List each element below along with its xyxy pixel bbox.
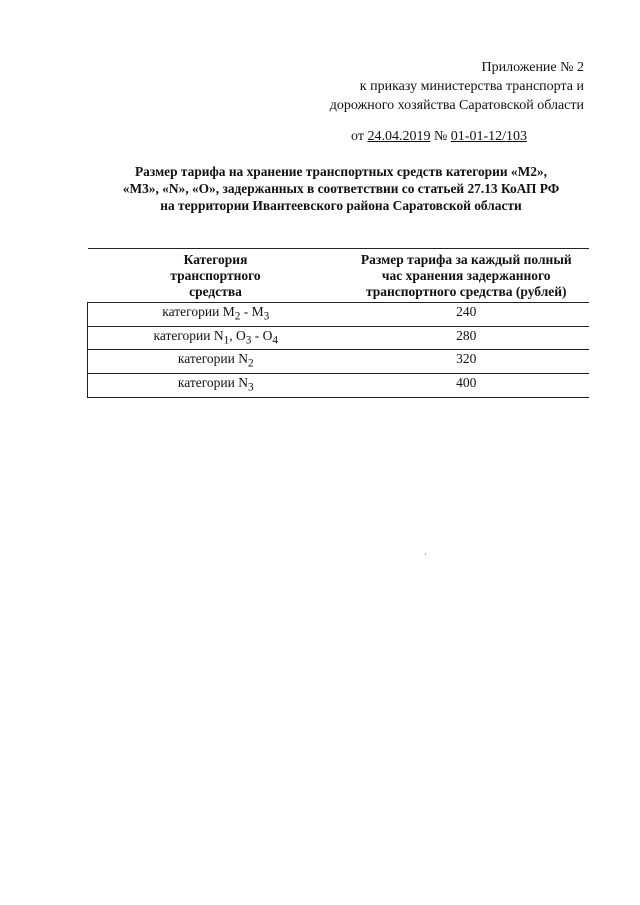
tariff-value-cell: 400: [344, 374, 590, 398]
order-reference: [351, 127, 527, 146]
column-header-tariff: Размер тарифа за каждый полный час хранения задержанного транспортного средства (рублей): [344, 249, 590, 303]
order-date: 24.04.2019: [367, 129, 431, 144]
document-title: [86, 163, 596, 214]
tariff-value-cell: 280: [344, 326, 590, 350]
column-header-category: Категория транспортного средства: [88, 249, 344, 303]
order-number-sign: №: [433, 129, 448, 144]
title-line-1: Размер тарифа на хранение транспортных средств категории «М2»,: [135, 164, 547, 179]
table-row: [88, 374, 590, 398]
title-line-2: «М3», «N», «О», задержанных в соответствии со статьей 27.13 КоАП РФ: [122, 181, 560, 196]
appendix-number: Приложение № 2: [481, 60, 584, 75]
table-row: [88, 303, 590, 327]
table-header-row: [88, 249, 590, 303]
header-line-ministry: дорожного хозяйства Саратовской области: [329, 98, 584, 113]
scan-mark: ʻ: [424, 551, 427, 561]
category-cell: категории $N_3$: [88, 374, 344, 398]
document-header: [330, 58, 584, 115]
table-row: [88, 326, 590, 350]
category-cell: категории $N_1$, $О_3 - О_4$: [88, 326, 344, 350]
header-line-order-ref: к приказу министерства транспорта и: [359, 79, 584, 94]
order-prefix: от: [351, 129, 364, 144]
tariff-value-cell: 320: [344, 350, 590, 374]
order-number: 01-01-12/103: [450, 129, 528, 144]
category-cell: категории $N_2$: [88, 350, 344, 374]
tariff-value-cell: 240: [344, 303, 590, 327]
category-cell: категории $М_2 - М_3$: [88, 303, 344, 327]
tariff-table: [87, 248, 589, 398]
title-line-3: на территории Ивантеевского района Саратовской области: [160, 198, 522, 213]
table-row: [88, 350, 590, 374]
